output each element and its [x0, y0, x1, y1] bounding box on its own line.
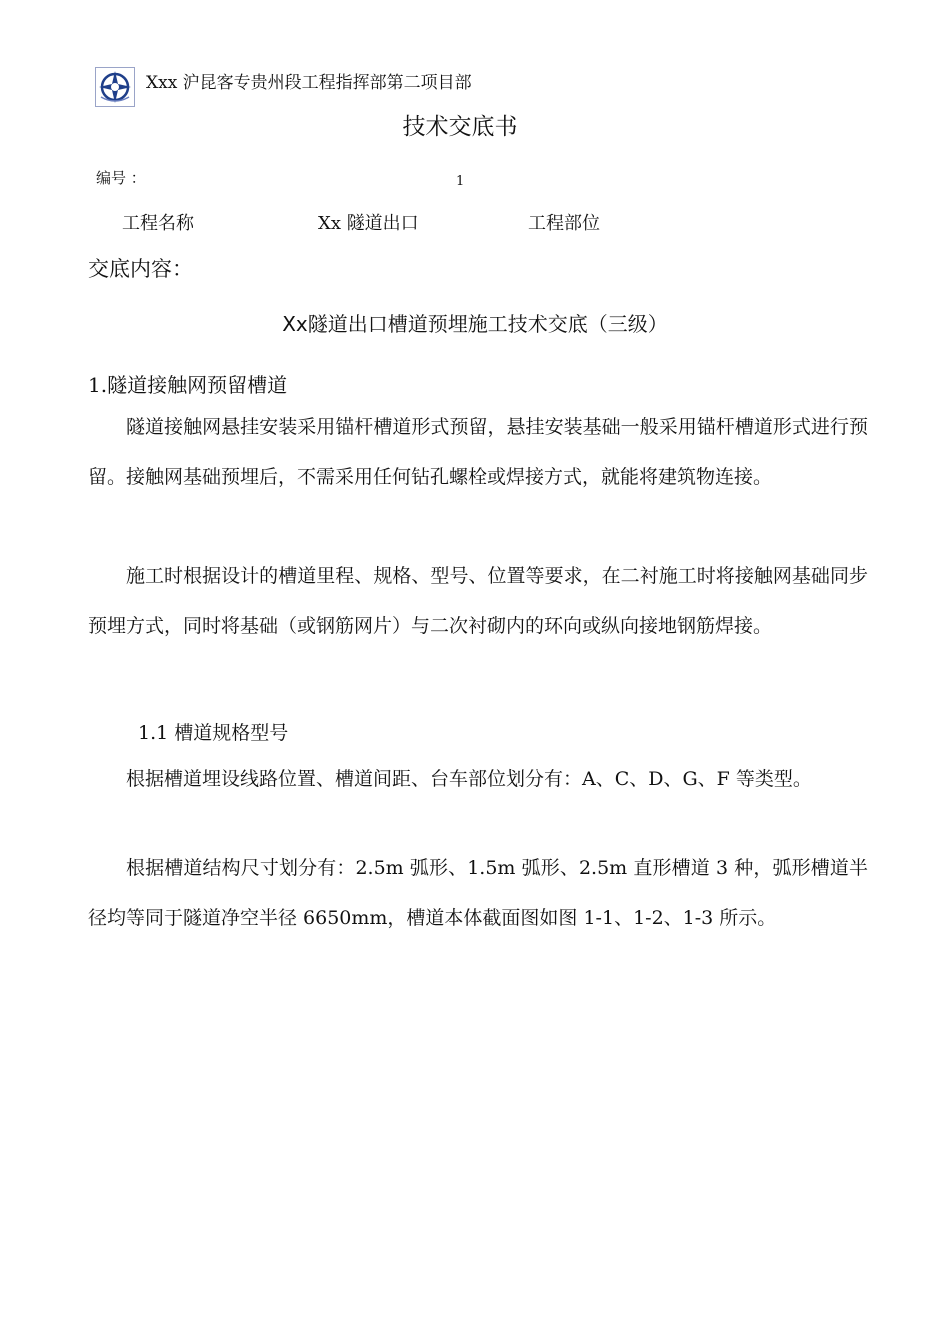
document-number-label: 编号 ： — [96, 169, 146, 187]
content-label: 交底内容： — [88, 257, 193, 281]
body-paragraph: 根据槽道结构尺寸划分有：2.5m 弧形、1.5m 弧形、2.5m 直形槽道 3 种，弧形槽道半径均等同于隧道净空半径 6650mm，槽道本体截面图如图 1-1、1-2、1-3 所示。 — [88, 857, 868, 929]
project-name-value: Xx 隧道出口 — [318, 213, 419, 234]
document-number-value: 1 — [456, 174, 465, 189]
project-part-label: 工程部位 — [528, 213, 600, 234]
railway-logo-icon — [95, 67, 135, 107]
section-heading: 1.隧道接触网预留槽道 — [88, 373, 288, 397]
body-paragraph: 根据槽道埋设线路位置、槽道间距、台车部位划分有：A、C、D、G、F 等类型。 — [126, 768, 812, 790]
body-paragraph: 施工时根据设计的槽道里程、规格、型号、位置等要求，在二衬施工时将接触网基础同步预埋方式，同时将基础（或钢筋网片）与二次衬砌内的环向或纵向接地钢筋焊接。 — [88, 565, 868, 637]
body-paragraph: 隧道接触网悬挂安装采用锚杆槽道形式预留，悬挂安装基础一般采用锚杆槽道形式进行预留。接触网基础预埋后，不需采用任何钻孔螺栓或焊接方式，就能将建筑物连接。 — [88, 416, 868, 488]
document-title: 技术交底书 — [402, 114, 518, 140]
project-name-label: 工程名称 — [122, 213, 194, 234]
subject-title: Xx隧道出口槽道预埋施工技术交底（三级） — [282, 312, 668, 336]
subsection-heading: 1.1 槽道规格型号 — [138, 722, 289, 744]
organization-name: Xxx 沪昆客专贵州段工程指挥部第二项目部 — [146, 73, 472, 93]
